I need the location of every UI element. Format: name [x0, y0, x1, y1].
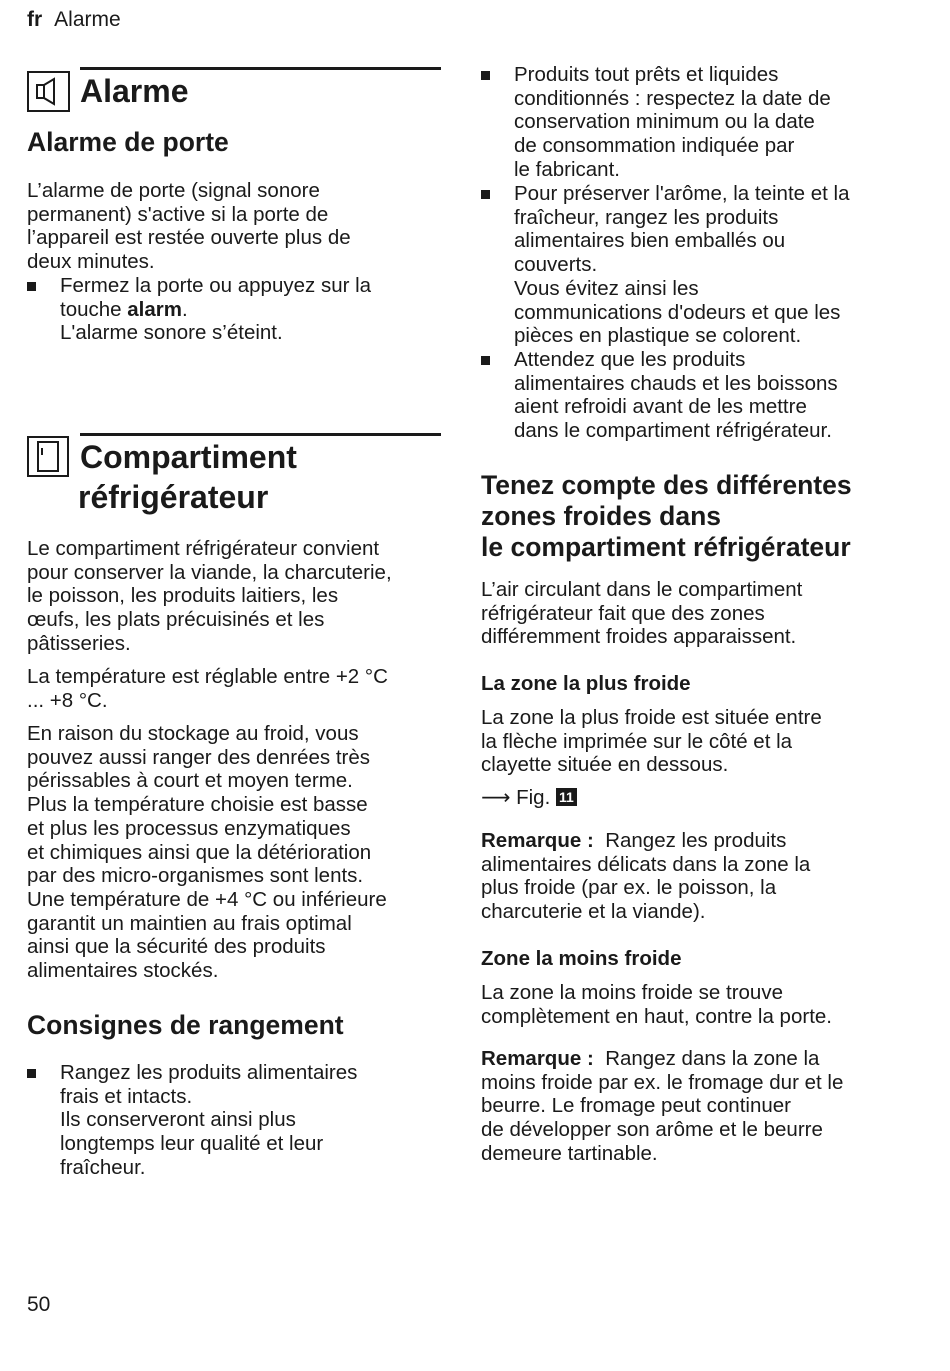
text-line: longtemps leur qualité et leur — [60, 1132, 324, 1156]
title-line: le compartiment réfrigérateur — [481, 532, 851, 562]
figure-number-badge: 11 — [556, 788, 577, 806]
compartiment-title-line1: Compartiment — [80, 439, 297, 475]
text-line: beurre. Le fromage peut continuer — [481, 1094, 791, 1118]
compartiment-paragraph-1 — [27, 537, 441, 656]
text-line: alimentaires stockés. — [27, 959, 219, 983]
text-line: L’air circulant dans le compartiment — [481, 578, 803, 601]
text-line: Ils conserveront ainsi plus — [60, 1108, 296, 1132]
text-line: Plus la température choisie est basse — [27, 793, 368, 817]
text-line: conditionnés : respectez la date de — [514, 86, 831, 110]
text-line: l’appareil est restée ouverte plus de — [27, 226, 351, 250]
text-line: pouvez aussi ranger des denrées très — [27, 745, 371, 769]
text-line: œufs, les plats précuisinés et les — [27, 608, 325, 632]
remark-label: Remarque : — [481, 1047, 594, 1070]
text-line: Le compartiment réfrigérateur convient — [27, 537, 380, 560]
text-line: Fermez la porte ou appuyez sur la — [60, 274, 372, 297]
consignes-title: Consignes de rangement — [27, 1010, 344, 1040]
text-line — [60, 298, 441, 322]
fig-label: Fig. — [516, 786, 551, 809]
text-line: Vous évitez ainsi les — [514, 276, 699, 300]
header-section: Alarme — [54, 8, 121, 31]
text-line: pâtisseries. — [27, 631, 131, 655]
compartiment-paragraph-3 — [27, 722, 441, 983]
text-line: demeure tartinable. — [481, 1141, 658, 1165]
text-line: deux minutes. — [27, 250, 155, 274]
text-span: . — [181, 297, 188, 321]
bullet-square — [481, 71, 490, 80]
language-code: fr — [27, 8, 43, 31]
remark-label: Remarque : — [481, 829, 594, 852]
text-line: clayette située en dessous. — [481, 753, 729, 777]
text-line: communications d'odeurs et que les — [514, 300, 841, 324]
zones-title — [481, 470, 852, 563]
text-line: dans le compartiment réfrigérateur. — [514, 419, 832, 443]
text-line: fraîcheur. — [60, 1155, 146, 1179]
remark-1 — [481, 829, 901, 924]
text-line: L’alarme de porte (signal sonore — [27, 179, 320, 202]
text-line: pièces en plastique se colorent. — [514, 324, 802, 348]
text-line: ainsi que la sécurité des produits — [27, 935, 326, 959]
text-span: touche — [60, 297, 128, 321]
bullet-text — [60, 274, 441, 345]
text-line: réfrigérateur fait que des zones — [481, 601, 765, 625]
text-line: charcuterie et la viande). — [481, 900, 706, 924]
coldest-zone-text — [481, 706, 901, 777]
speaker-icon — [27, 71, 70, 112]
remark-2 — [481, 1047, 901, 1166]
text-line: La zone la plus froide est située entre — [481, 706, 822, 729]
alarm-key-label: alarm — [127, 297, 182, 321]
coldest-zone-title: La zone la plus froide — [481, 672, 691, 695]
least-cold-zone-text — [481, 981, 901, 1028]
text-line: par des micro-organismes sont lents. — [27, 864, 364, 888]
text-line: pour conserver la viande, la charcuterie, — [27, 560, 392, 584]
bullet-text — [514, 63, 901, 182]
text-line: La température est réglable entre +2 °C — [27, 665, 388, 688]
text-line: alimentaires bien emballés ou — [514, 229, 786, 253]
text-span: Rangez les produits — [605, 829, 787, 852]
text-line: la flèche imprimée sur le côté et la — [481, 729, 793, 753]
compartiment-paragraph-2 — [27, 665, 441, 712]
text-line: L'alarme sonore s’éteint. — [60, 321, 283, 345]
alarme-title: Alarme — [80, 73, 189, 109]
text-line: alimentaires délicats dans la zone la — [481, 852, 811, 876]
text-line: fraîcheur, rangez les produits — [514, 205, 779, 229]
text-line: Une température de +4 °C ou inférieure — [27, 887, 387, 911]
text-line: aient refroidi avant de les mettre — [514, 395, 807, 419]
heading-rule — [80, 67, 441, 70]
bullet-square — [27, 282, 36, 291]
text-span: Rangez dans la zone la — [605, 1047, 820, 1070]
text-line: garantit un maintien au frais optimal — [27, 911, 352, 935]
arrow-icon: ⟶ — [481, 786, 511, 809]
page-header — [27, 8, 121, 32]
least-cold-zone-title: Zone la moins froide — [481, 947, 682, 970]
text-line: le fabricant. — [514, 157, 620, 181]
text-line: alimentaires chauds et les boissons — [514, 371, 838, 395]
text-line: de développer son arôme et le beurre — [481, 1118, 823, 1142]
alarme-intro — [27, 179, 441, 274]
text-line: Attendez que les produits — [514, 348, 746, 371]
fridge-icon — [27, 436, 69, 477]
title-line: zones froides dans — [481, 501, 722, 531]
compartiment-title-line2: réfrigérateur — [78, 479, 269, 515]
bullet-square — [27, 1069, 36, 1078]
text-line: complètement en haut, contre la porte. — [481, 1004, 832, 1028]
text-line: différemment froides apparaissent. — [481, 625, 797, 649]
text-line: La zone la moins froide se trouve — [481, 981, 783, 1004]
text-line: ... +8 °C. — [27, 688, 108, 712]
text-line: permanent) s'active si la porte de — [27, 202, 329, 226]
alarme-porte-subtitle: Alarme de porte — [27, 127, 229, 157]
bullet-square — [481, 190, 490, 199]
text-line: Rangez les produits alimentaires — [60, 1061, 358, 1084]
page-number: 50 — [27, 1293, 51, 1316]
zones-intro — [481, 578, 901, 649]
text-line: le poisson, les produits laitiers, les — [27, 584, 339, 608]
text-line: Produits tout prêts et liquides — [514, 63, 779, 86]
text-line — [481, 1047, 901, 1071]
figure-reference — [481, 786, 901, 810]
text-line: conservation minimum ou la date — [514, 110, 815, 134]
text-line: Pour préserver l'arôme, la teinte et la — [514, 182, 850, 205]
text-line: En raison du stockage au froid, vous — [27, 722, 359, 745]
bullet-text — [514, 348, 901, 443]
heading-rule — [80, 433, 441, 436]
text-line: et plus les processus enzymatiques — [27, 816, 351, 840]
text-line: périssables à court et moyen terme. — [27, 769, 353, 793]
text-line — [481, 829, 901, 853]
title-line: Tenez compte des différentes — [481, 470, 852, 500]
text-line: moins froide par ex. le fromage dur et le — [481, 1070, 844, 1094]
text-line: couverts. — [514, 253, 598, 277]
text-line: frais et intacts. — [60, 1084, 193, 1108]
bullet-square — [481, 356, 490, 365]
bullet-text — [60, 1061, 441, 1180]
text-line: de consommation indiquée par — [514, 134, 795, 158]
text-line: plus froide (par ex. le poisson, la — [481, 876, 777, 900]
bullet-text — [514, 182, 901, 348]
text-line: et chimiques ainsi que la détérioration — [27, 840, 372, 864]
